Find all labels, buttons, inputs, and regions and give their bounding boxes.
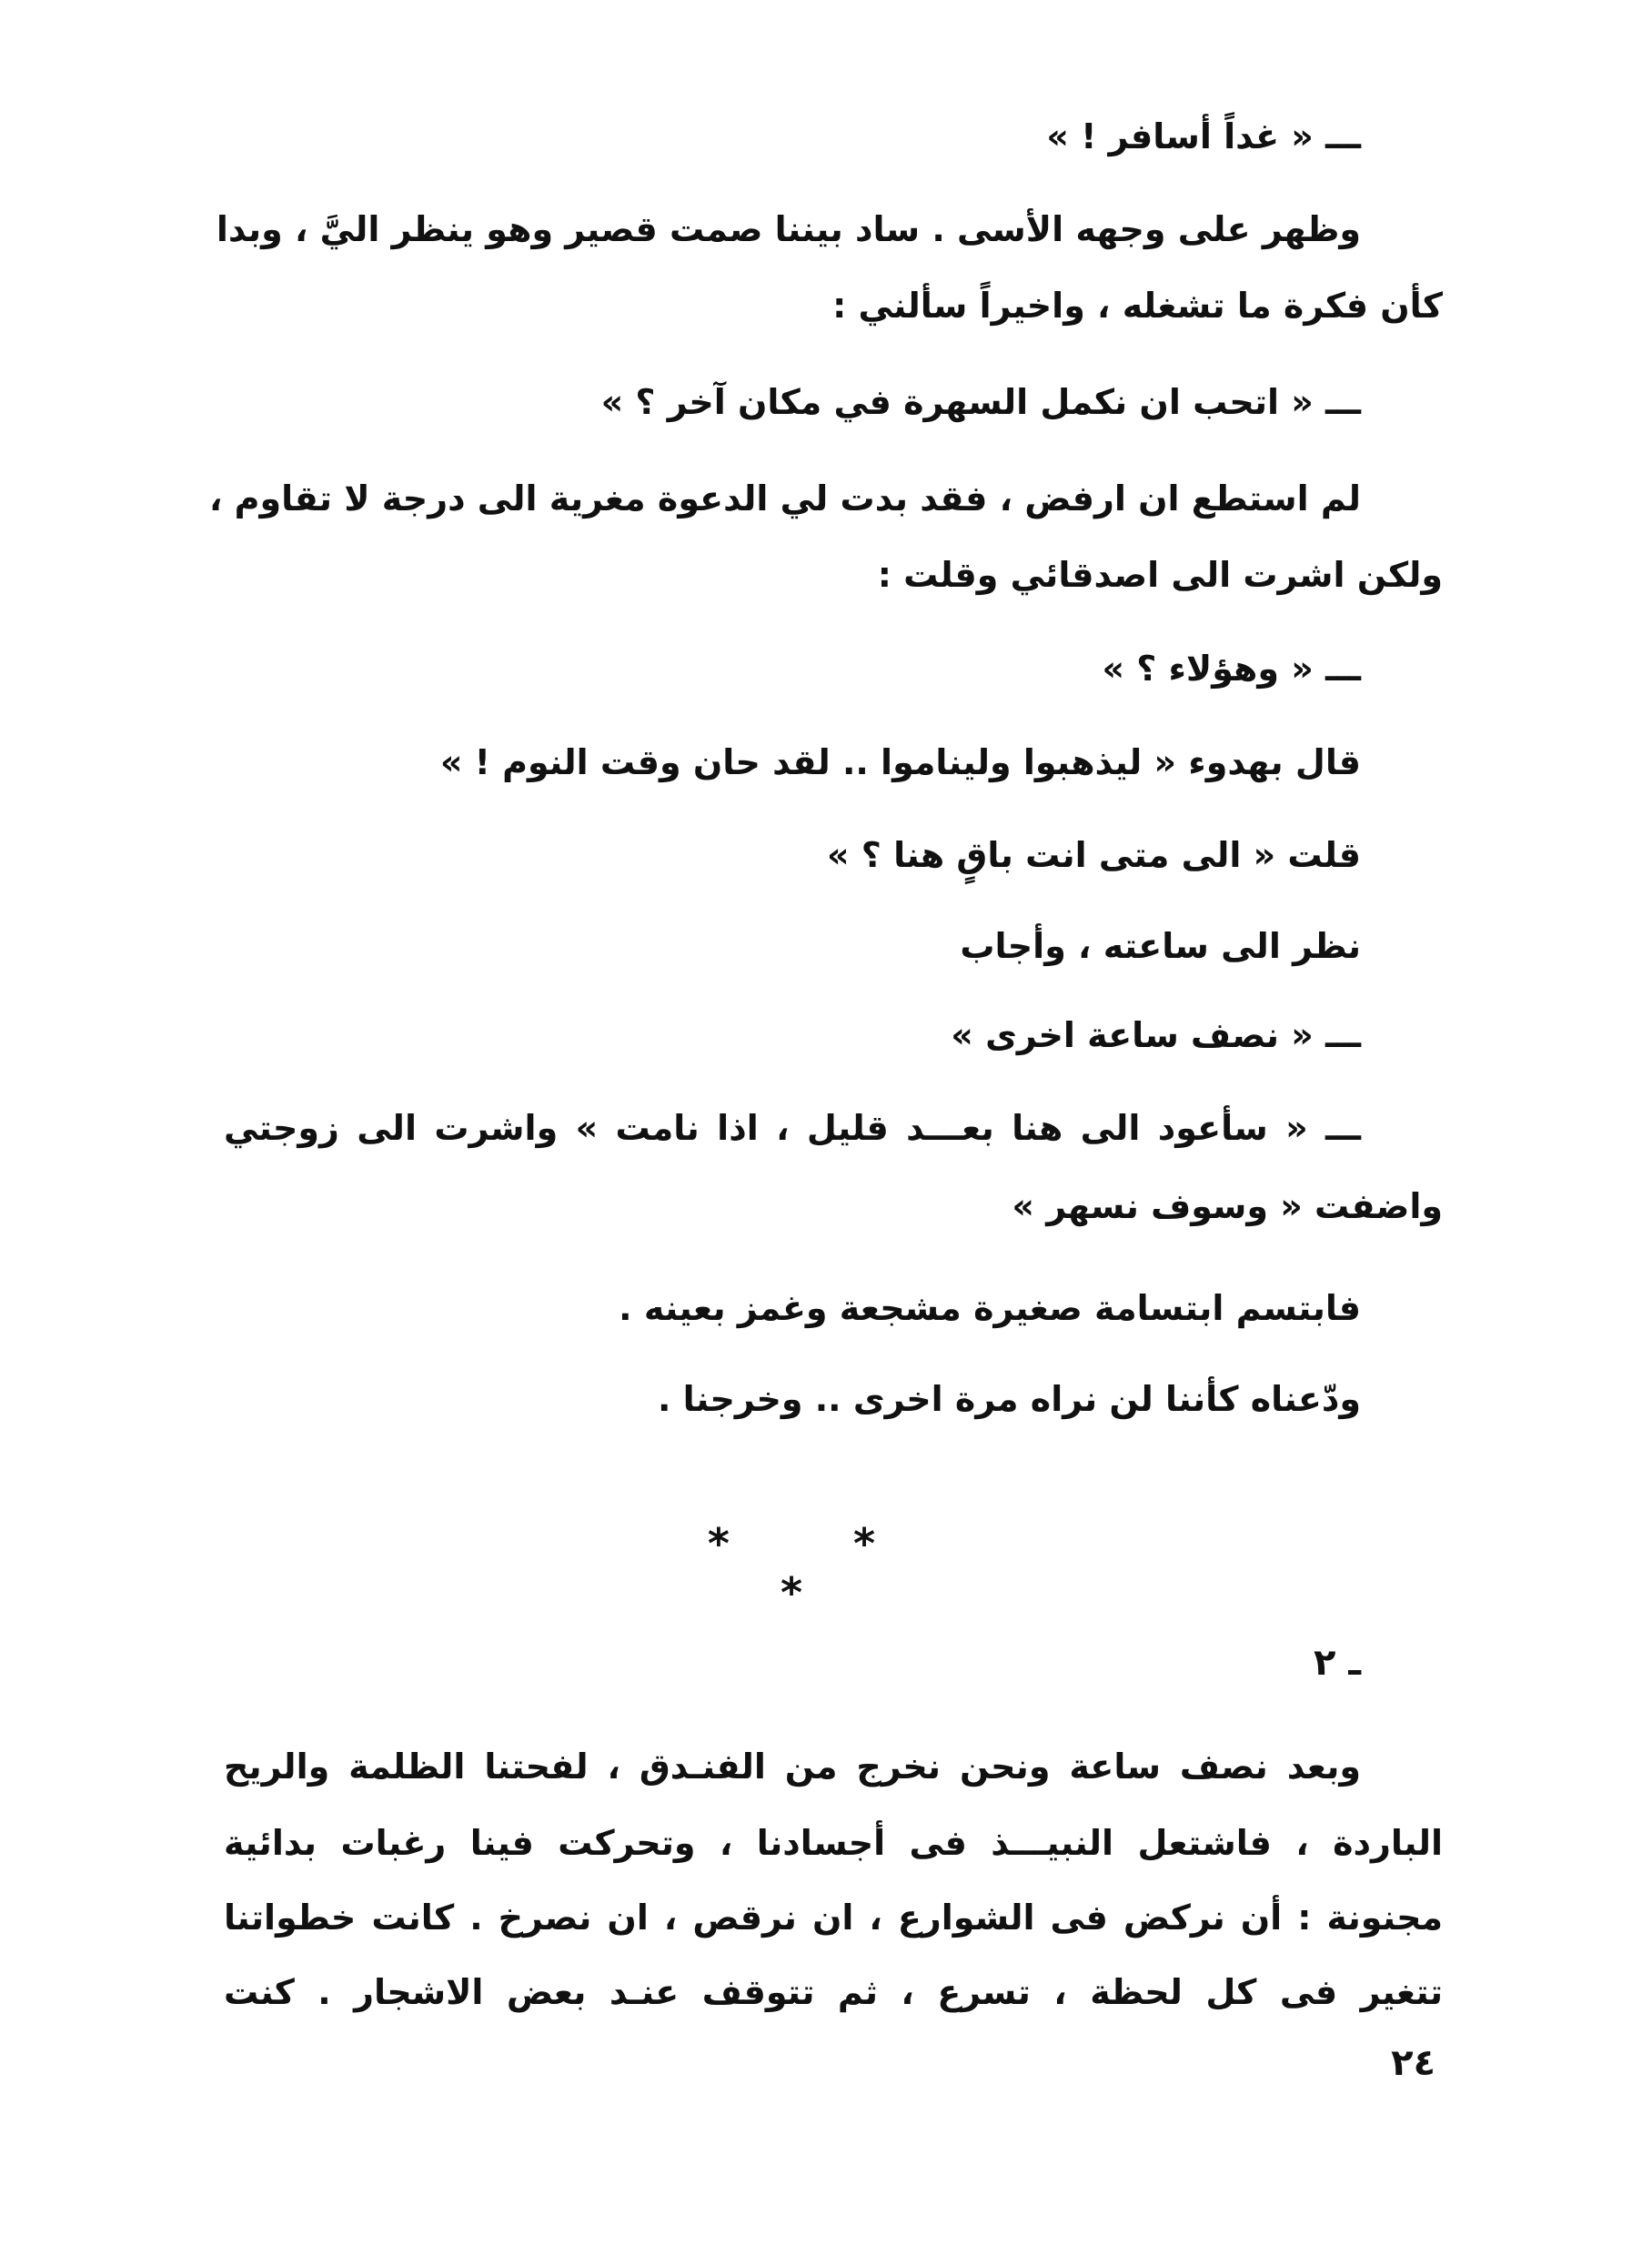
narration-line-2: قلت « الى متى انت باقٍ هنا ؟ » bbox=[827, 835, 1361, 875]
narration-line-5: ودّعناه كأننا لن نراه مرة اخرى .. وخرجنا . bbox=[658, 1379, 1361, 1419]
narration-line-1: قال بهدوء « ليذهبوا وليناموا .. لقد حان وقت النوم ! » bbox=[439, 742, 1361, 782]
dialogue-line-4: ـــ « نصف ساعة اخرى » bbox=[951, 1015, 1361, 1055]
paragraph-line-1: وظهر على وجهه الأسى . ساد بيننا صمت قصير وهو ينظر اليَّ ، وبدا bbox=[216, 209, 1361, 249]
paragraph-line-2: كأن فكرة ما تشغله ، واخيراً سألني : bbox=[832, 286, 1443, 326]
dialogue-line-1: ـــ « غداً أسافر ! » bbox=[1046, 116, 1361, 156]
section-number: ـ ٢ bbox=[1313, 1642, 1361, 1684]
dialogue-line-5: ـــ « سأعود الى هنا بعـــد قليل ، اذا نامت » واشرت الى زوجتي bbox=[224, 1108, 1361, 1148]
paragraph-line-6: الباردة ، فاشتعل النبيـــذ فى أجسادنا ، وتحركت فينا رغبات بدائية bbox=[224, 1823, 1443, 1863]
paragraph-line-8: تتغير فى كل لحظة ، تسرع ، ثم تتوقف عنـد بعض الاشجار . كنت bbox=[224, 1972, 1443, 2012]
narration-line-3: نظر الى ساعته ، وأجاب bbox=[960, 926, 1361, 966]
paragraph-line-7: مجنونة : أن نركض فى الشوارع ، ان نرقص ، ان نصرخ . كانت خطواتنا bbox=[224, 1898, 1443, 1938]
paragraph-line-5: وبعد نصف ساعة ونحن نخرج من الفنـدق ، لفحتنا الظلمة والريح bbox=[224, 1747, 1361, 1787]
page-number: ٢٤ bbox=[1391, 2042, 1435, 2084]
paragraph-line-4: ولكن اشرت الى اصدقائي وقلت : bbox=[877, 555, 1443, 595]
section-separator: * * * bbox=[707, 1519, 931, 1617]
dialogue-line-2: ـــ « اتحب ان نكمل السهرة في مكان آخر ؟ » bbox=[600, 382, 1361, 422]
narration-line-4: فابتسم ابتسامة صغيرة مشجعة وغمز بعينه . bbox=[619, 1288, 1361, 1328]
dialogue-line-3: ـــ « وهؤلاء ؟ » bbox=[1102, 649, 1361, 689]
dialogue-line-6: واضفت « وسوف نسهر » bbox=[1012, 1186, 1443, 1226]
paragraph-line-3: لم استطع ان ارفض ، فقد بدت لي الدعوة مغرية الى درجة لا تقاوم ، bbox=[208, 478, 1361, 518]
